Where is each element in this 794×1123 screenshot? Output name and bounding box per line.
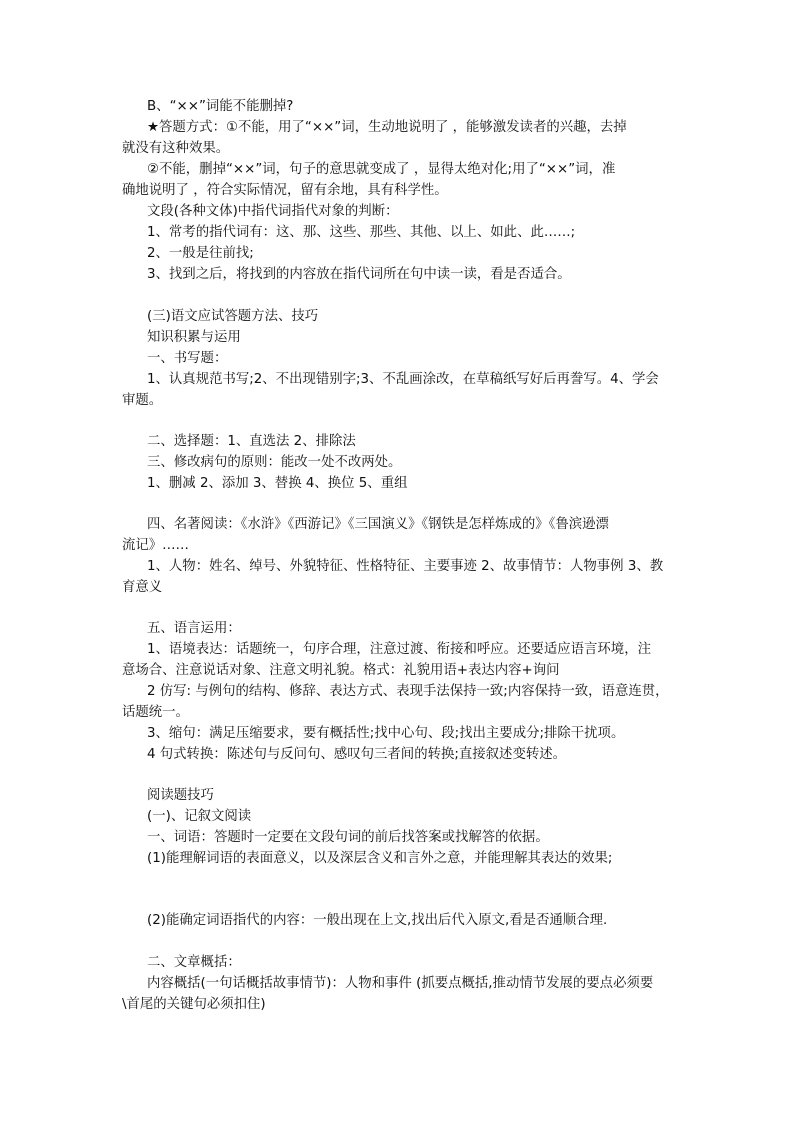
text-line: 1、常考的指代词有：这、那、这些、那些、其他、以上、如此、此……;: [147, 225, 576, 240]
text-line: 一、词语：答题时一定要在文段句词的前后找答案或找解答的依据。: [147, 830, 549, 845]
section-heading: (三)语文应试答题方法、技巧: [147, 309, 319, 324]
section-heading: 知识积累与运用: [147, 330, 241, 345]
text-line: 三、修改病句的原则：能改一处不改两处。: [147, 455, 402, 470]
text-line: (1)能理解词语的表面意义，以及深层含义和言外之意，并能理解其表达的效果;: [147, 851, 613, 866]
text-line: 文段(各种文体)中指代词指代对象的判断：: [147, 204, 399, 219]
text-line: 1、删减 2、添加 3、替换 4、换位 5、重组: [147, 476, 408, 491]
text-line: 3、找到之后，将找到的内容放在指代词所在句中读一读，看是否适合。: [147, 267, 571, 282]
text-line: 1、语境表达：话题统一，句序合理，注意过渡、衔接和呼应。还要适应语言环境，注: [147, 642, 651, 657]
text-line: 2、一般是往前找;: [147, 246, 254, 261]
text-line: 一、书写题：: [147, 351, 228, 366]
text-line: 3、缩句：满足压缩要求，要有概括性;找中心句、段;找出主要成分;排除干扰项。: [147, 726, 625, 741]
text-line: 内容概括(一句话概括故事情节)：人物和事件 (抓要点概括,推动情节发展的要点必须要: [147, 976, 654, 991]
text-line: 就没有这种效果。: [122, 141, 230, 156]
text-line: 4 句式转换：陈述句与反问句、感叹句三者间的转换;直接叙述变转述。: [147, 747, 567, 762]
text-line: 1、认真规范书写;2、不出现错别字;3、不乱画涂改，在草稿纸写好后再誊写。4、学会: [147, 372, 659, 387]
text-line: 意场合、注意说话对象、注意文明礼貌。格式：礼貌用语+表达内容+询问: [122, 663, 560, 678]
text-line: 流记》……: [122, 538, 189, 553]
text-line: 二、选择题：1、直选法 2、排除法: [147, 434, 356, 449]
text-line: (一)、记叙文阅读: [147, 809, 252, 824]
text-line: 2 仿写: 与例句的结构、修辞、表达方式、表现手法保持一致;内容保持一致，语意连贯，: [147, 684, 669, 699]
text-line: 二、文章概括：: [147, 955, 241, 970]
text-line: 育意义: [122, 580, 163, 595]
text-line: 确地说明了 ，符合实际情况，留有余地，具有科学性。: [122, 183, 448, 198]
text-line: 1、人物：姓名、绰号、外貌特征、性格特征、主要事迹 2、故事情节：人物事例 3、教: [147, 559, 664, 574]
section-heading: 阅读题技巧: [147, 788, 214, 803]
text-line: 话题统一。: [122, 705, 189, 720]
text-line: \首尾的关键句必须扣住): [122, 997, 266, 1012]
text-line: (2)能确定词语指代的内容：一般出现在上文,找出后代入原文,看是否通顺合理.: [147, 913, 608, 928]
text-line: 五、语言运用：: [147, 621, 241, 636]
text-line: ★答题方式：①不能，用了“××”词，生动地说明了 ，能够激发读者的兴趣，去掉: [147, 120, 627, 135]
text-line: ②不能，删掉“××”词，句子的意思就变成了 ，显得太绝对化;用了“××”词，准: [147, 162, 616, 177]
text-line: 四、名著阅读：《水浒》《西游记》《三国演义》《钢铁是怎样炼成的》《鲁滨逊漂: [147, 517, 609, 532]
text-line: 审题。: [122, 393, 163, 408]
text-line: B、“××”词能不能删掉?: [147, 99, 294, 114]
